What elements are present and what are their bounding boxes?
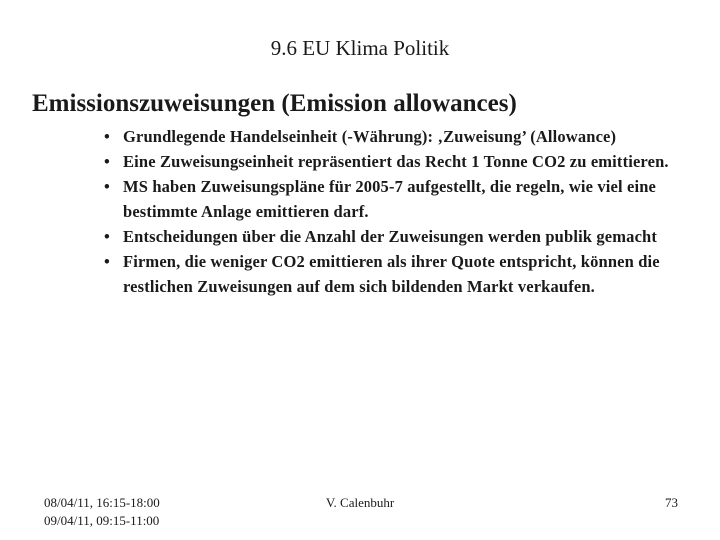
bullet-marker: •	[104, 227, 110, 246]
bullet-marker: •	[104, 177, 110, 196]
footer-date-line-2: 09/04/11, 09:15-11:00	[44, 513, 160, 528]
bullet-item	[104, 249, 684, 299]
bullet-list	[104, 124, 684, 299]
bullet-text: Grundlegende Handelseinheit (-Währung): ‚Zuweisung’ (Allowance)	[123, 127, 617, 146]
bullet-item	[104, 224, 684, 249]
page-number: 73	[665, 495, 678, 510]
bullet-text: Eine Zuweisungseinheit repräsentiert das Recht 1 Tonne CO2 zu emittieren.	[123, 152, 669, 171]
bullet-text: Entscheidungen über die Anzahl der Zuweisungen werden publik gemacht	[123, 227, 658, 246]
bullet-text: Firmen, die weniger CO2 emittieren als ihrer Quote entspricht, können die restlichen Zuweisungen auf dem sich bildenden Markt verkaufen.	[123, 252, 660, 296]
bullet-marker: •	[104, 152, 110, 171]
footer-author: V. Calenbuhr	[325, 495, 395, 510]
bullet-item	[104, 174, 684, 224]
bullet-item	[104, 124, 684, 149]
bullet-text: MS haben Zuweisungspläne für 2005-7 aufgestellt, die regeln, wie viel eine bestimmte Anlage emittieren darf.	[123, 177, 656, 221]
bullet-marker: •	[104, 127, 110, 146]
slide-title: Emissionszuweisungen (Emission allowances)	[32, 90, 517, 117]
bullet-marker: •	[104, 252, 110, 271]
footer-date-line-1: 08/04/11, 16:15-18:00	[44, 495, 160, 510]
bullet-item	[104, 149, 684, 174]
section-header: 9.6 EU Klima Politik	[270, 36, 450, 60]
